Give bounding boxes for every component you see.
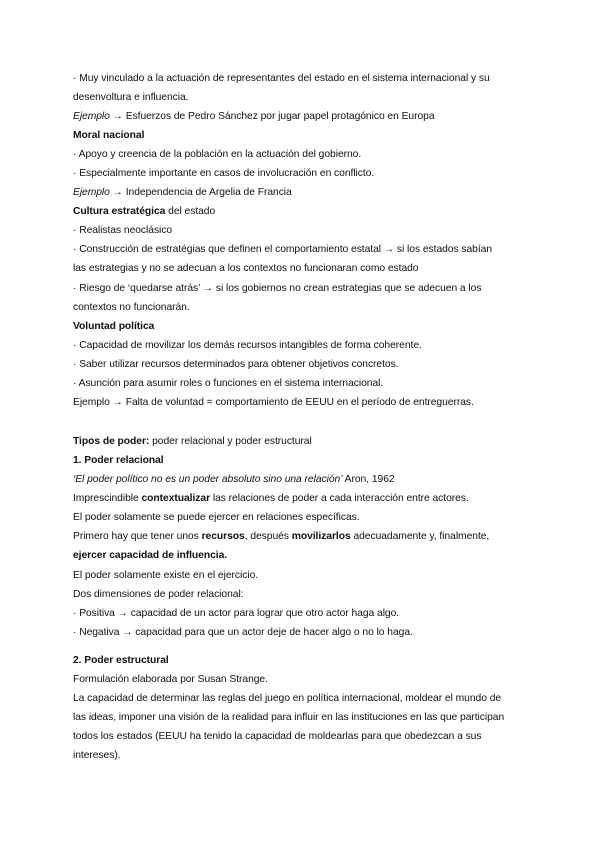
text-line (73, 530, 553, 544)
text-span: las relaciones de poder a cada interacción entre actores. (210, 493, 469, 504)
text-span: adecuadamente y, finalmente, (350, 531, 490, 542)
bold-text-line: ejercer capacidad de influencia. (73, 550, 228, 561)
text-span: Imprescindible (73, 493, 142, 504)
quote-line (73, 473, 553, 487)
section-heading: Voluntad política (73, 321, 155, 332)
bullet-item: · Negativa → capacidad para que un actor deje de hacer algo o no lo haga. (73, 627, 413, 638)
heading-rest: poder relacional y poder estructural (149, 436, 312, 447)
text-line (73, 492, 553, 506)
example-line (73, 186, 553, 200)
example-text: → Independencia de Argelia de Francia (109, 187, 292, 198)
bullet-item: · Capacidad de movilizar los demás recursos intangibles de forma coherente. (73, 340, 422, 351)
bold-term: contextualizar (141, 493, 211, 504)
text-line: El poder solamente existe en el ejercicio. (73, 570, 259, 581)
bold-term: movilizarlos (291, 531, 351, 542)
subsection-heading: 1. Poder relacional (73, 455, 164, 466)
text-line: contextos no funcionarán. (73, 302, 190, 313)
bullet-item: · Especialmente importante en casos de involucración en conflicto. (73, 168, 375, 179)
bullet-item: · Positiva → capacidad de un actor para lograr que otro actor haga algo. (73, 608, 400, 619)
quote-text: ‘El poder político no es un poder absoluto sino una relación’ (73, 474, 343, 485)
text-span: Primero hay que tener unos (73, 531, 202, 542)
example-line (73, 110, 553, 124)
text-line: Formulación elaborada por Susan Strange. (73, 674, 268, 685)
heading-rest: del estado (165, 206, 216, 217)
bullet-item: · Construcción de estratégias que definen el comportamiento estatal → si los estados sabían (73, 244, 493, 255)
quote-citation: Aron, 1962 (342, 474, 395, 485)
section-heading (73, 205, 553, 219)
text-line: todos los estados (EEUU ha tenido la capacidad de moldearlas para que obedezcan a sus (73, 731, 482, 742)
text-line: El poder solamente se puede ejercer en relaciones específicas. (73, 512, 360, 523)
bullet-item: · Realistas neoclásico (73, 225, 173, 236)
heading-bold: Tipos de poder: (73, 436, 150, 447)
bullet-item: · Saber utilizar recursos determinados para obtener objetivos concretos. (73, 359, 399, 370)
text-line: · Muy vinculado a la actuación de representantes del estado en el sistema internacional y su (73, 73, 490, 84)
example-text: → Esfuerzos de Pedro Sánchez por jugar papel protagónico en Europa (109, 111, 435, 122)
text-line: Dos dimensiones de poder relacional: (73, 589, 244, 600)
bold-term: recursos (201, 531, 245, 542)
text-line: desenvoltura e influencia. (73, 92, 189, 103)
bullet-item: · Asunción para asumir roles o funciones en el sistema internacional. (73, 378, 384, 389)
subsection-heading: 2. Poder estructural (73, 655, 169, 666)
section-heading: Moral nacional (73, 130, 145, 141)
bullet-item: · Riesgo de ‘quedarse atrás’ → si los gobiernos no crean estrategias que se adecuen a los (73, 283, 482, 294)
section-heading (73, 435, 553, 449)
text-line: Ejemplo → Falta de voluntad = comportamiento de EEUU en el período de entreguerras. (73, 397, 474, 408)
example-label: Ejemplo (73, 111, 110, 122)
example-label: Ejemplo (73, 187, 110, 198)
text-line: las estrategias y no se adecuan a los contextos no funcionaran como estado (73, 263, 419, 274)
text-span: , después (244, 531, 292, 542)
bullet-item: · Apoyo y creencia de la población en la actuación del gobierno. (73, 149, 362, 160)
heading-bold: Cultura estratégica (73, 206, 166, 217)
text-line: intereses). (73, 750, 121, 761)
text-line: las ideas, imponer una visión de la realidad para influir en las instituciones en las que participan (73, 712, 505, 723)
text-line: La capacidad de determinar las reglas del juego en política internacional, moldear el mundo de (73, 693, 502, 704)
